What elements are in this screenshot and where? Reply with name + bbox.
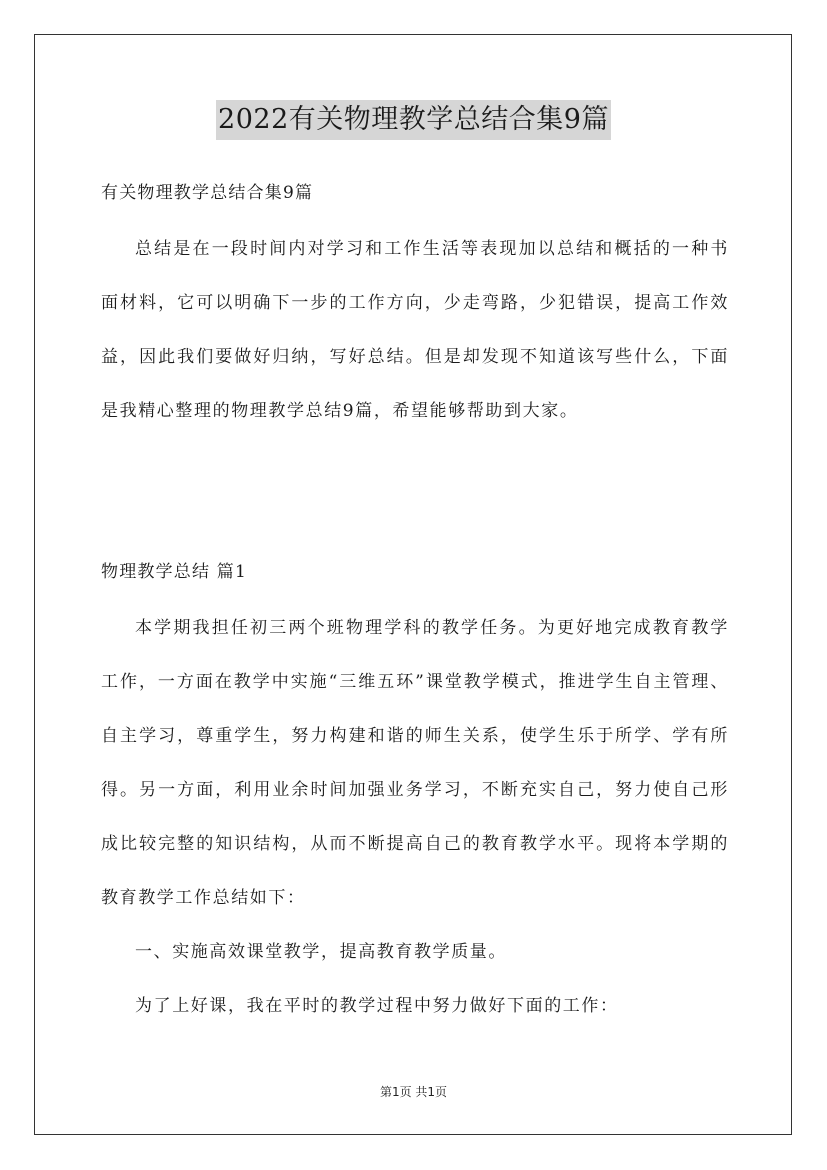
section-paragraph-1: 本学期我担任初三两个班物理学科的教学任务。为更好地完成教育教学工作，一方面在教学中实施“三维五环”课堂教学模式，推进学生自主管理、自主学习，尊重学生，努力构建和谐的师生关系，使学生乐于所学、学有所得。另一方面，利用业余时间加强业务学习，不断充实自己，努力使自己形成比较完整的知识结构，从而不断提高自己的教育教学水平。现将本学期的教育教学工作总结如下： — [101, 618, 729, 908]
document-title: 2022有关物理教学总结合集9篇 — [216, 100, 611, 140]
section-paragraph-3: 为了上好课，我在平时的教学过程中努力做好下面的工作： — [135, 996, 619, 1016]
title-container — [0, 100, 827, 140]
section-body — [101, 601, 729, 1033]
intro-section — [101, 222, 729, 438]
intro-paragraph: 总结是在一段时间内对学习和工作生活等表现加以总结和概括的一种书面材料，它可以明确下一步的工作方向，少走弯路，少犯错误，提高工作效益，因此我们要做好归纳，写好总结。但是却发现不知道该写些什么，下面是我精心整理的物理教学总结9篇，希望能够帮助到大家。 — [101, 239, 729, 421]
section-heading: 物理教学总结 篇1 — [101, 562, 248, 582]
document-subtitle: 有关物理教学总结合集9篇 — [101, 183, 314, 203]
page-footer: 第1页 共1页 — [379, 1085, 448, 1099]
section-paragraph-2: 一、实施高效课堂教学，提高教育教学质量。 — [135, 942, 507, 962]
